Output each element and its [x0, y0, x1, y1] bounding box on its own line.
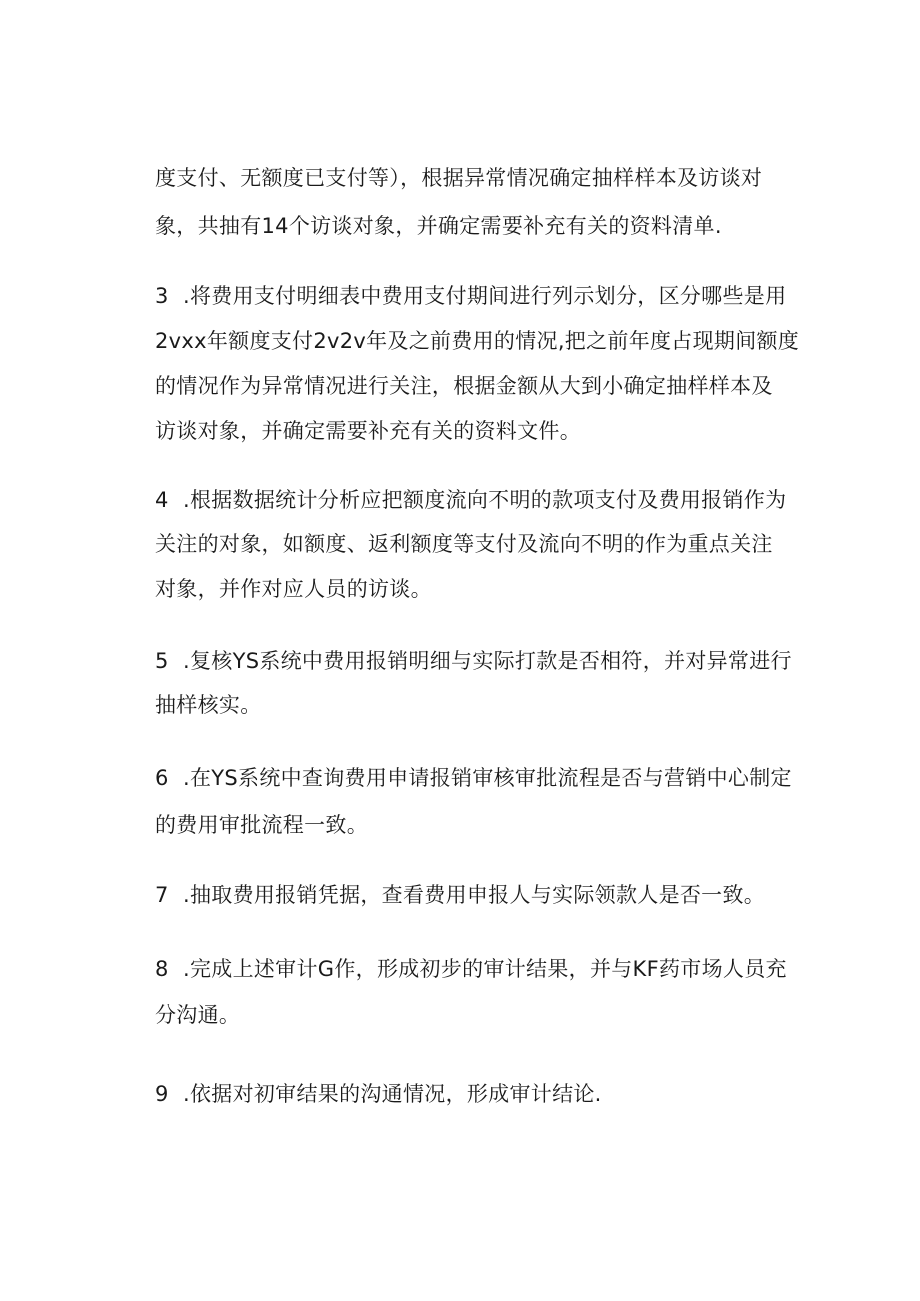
paragraph-line: 分沟通。	[155, 1003, 241, 1027]
paragraph-line: 5 .复核YS系统中费用报销明细与实际打款是否相符，并对异常进行	[155, 646, 792, 676]
item-number: 7	[155, 883, 169, 907]
paragraph-line: 9 .依据对初审结果的沟通情况，形成审计结论.	[155, 1079, 602, 1109]
paragraph-line: 的情况作为异常情况进行关注，根据金额从大到小确定抽样样本及	[155, 374, 773, 398]
item-number: 5	[155, 649, 169, 673]
paragraph-line: 3 .将费用支付明细表中费用支付期间进行列示划分，区分哪些是用	[155, 281, 786, 311]
item-number: 4	[155, 488, 169, 512]
paragraph-line: 4 .根据数据统计分析应把额度流向不明的款项支付及费用报销作为	[155, 485, 786, 515]
paragraph-line: 8 .完成上述审计G作，形成初步的审计结果，并与KF药市场人员充	[155, 954, 787, 984]
item-number: 8	[155, 957, 169, 981]
paragraph-line: 7 .抽取费用报销凭据，查看费用申报人与实际领款人是否一致。	[155, 880, 765, 910]
paragraph-line: 度支付、无额度已支付等），根据异常情况确定抽样样本及访谈对	[155, 166, 763, 190]
paragraph-line: 访谈对象，并确定需要补充有关的资料文件。	[155, 419, 581, 443]
item-number: 6	[155, 766, 169, 790]
paragraph-line: 的费用审批流程一致。	[155, 813, 368, 837]
paragraph-line: 象，共抽有14个访谈对象，并确定需要补充有关的资料清单.	[155, 214, 722, 238]
paragraph-line: 2vxx年额度支付2v2v年及之前费用的情况,把之前年度占现期间额度	[155, 329, 800, 353]
paragraph-line: 抽样核实。	[155, 693, 262, 717]
item-number: 3	[155, 284, 169, 308]
item-number: 9	[155, 1082, 169, 1106]
paragraph-line: 对象，并作对应人员的访谈。	[155, 577, 432, 601]
paragraph-line: 关注的对象，如额度、返利额度等支付及流向不明的作为重点关注	[155, 532, 773, 556]
paragraph-line: 6 .在YS系统中查询费用申请报销审核审批流程是否与营销中心制定	[155, 763, 792, 793]
